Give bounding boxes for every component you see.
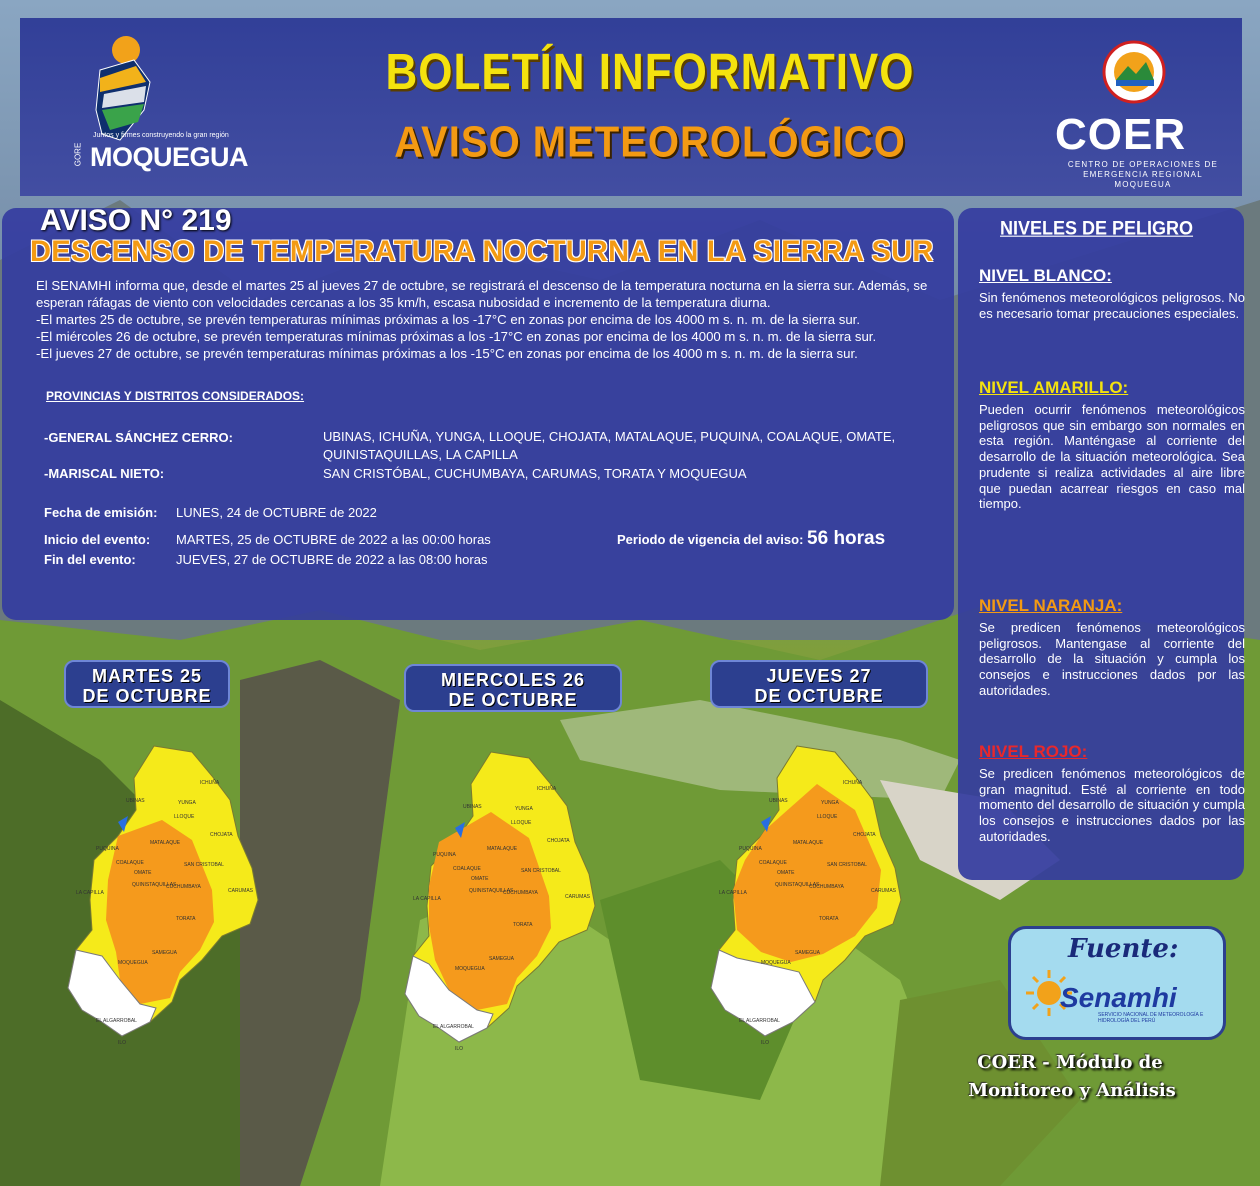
gore-prefix: GORE bbox=[73, 142, 83, 167]
map-label: LLOQUE bbox=[511, 820, 532, 826]
fecha-label: Fecha de emisión: bbox=[44, 505, 158, 520]
map-label: ILO bbox=[118, 1040, 127, 1046]
aviso-paragraph: -El jueves 27 de octubre, se prevén temperaturas mínimas próximas a los -15°C en zonas por encima de los 4000 m s. n. m. de la sierra sur. bbox=[36, 346, 858, 361]
map-label: SAMEGUA bbox=[489, 956, 515, 962]
senamhi-subtitle: SERVICIO NACIONAL DE METEOROLOGÍA E HIDROLOGÍA DEL PERÚ bbox=[1098, 1012, 1204, 1024]
coer-name: COER bbox=[1055, 110, 1187, 159]
map-label: QUINISTAQUILLAS bbox=[469, 888, 514, 894]
map-label: LA CAPILLA bbox=[719, 890, 747, 896]
map-label: CARUMAS bbox=[565, 894, 591, 900]
map-label: SAMEGUA bbox=[152, 950, 178, 956]
vigencia-value: 56 horas bbox=[807, 528, 886, 549]
map-label: YUNGA bbox=[821, 800, 839, 806]
aviso-paragraph: -El martes 25 de octubre, se prevén temperaturas mínimas próximas a los -17°C en zonas por encima de los 4000 m s. n. m. de la sierra sur. bbox=[36, 312, 860, 327]
risk-map-tuesday bbox=[62, 740, 282, 1050]
day-line: MARTES 25 bbox=[91, 666, 203, 686]
map-label: CHOJATA bbox=[547, 838, 570, 844]
map-label: TORATA bbox=[513, 922, 533, 928]
level-red-text: Se predicen fenómenos meteorológicos de gran magnitud. Esté al corriente en todo momento del desarrollo de situación y cumpla los consejos e instrucciones dados por las autoridades. bbox=[979, 766, 1245, 844]
map-label: OMATE bbox=[134, 870, 152, 876]
day-line: MIERCOLES 26 bbox=[440, 670, 586, 690]
gore-name: MOQUEGUA bbox=[90, 142, 248, 172]
map-label: PUQUINA bbox=[739, 846, 762, 852]
coer-subtitle: CENTRO DE OPERACIONES DE EMERGENCIA REGIONAL MOQUEGUA bbox=[1067, 160, 1219, 189]
map-label: QUINISTAQUILLAS bbox=[132, 882, 177, 888]
map-label: CUCHUMBAYA bbox=[503, 890, 538, 896]
gore-tagline: Juntos y firmes construyendo la gran región bbox=[93, 132, 229, 139]
province-name: -MARISCAL NIETO: bbox=[44, 466, 165, 481]
map-label: CARUMAS bbox=[228, 888, 254, 894]
day-badge-thursday bbox=[710, 660, 928, 708]
footer-line1: COER - Módulo de bbox=[977, 1052, 1163, 1073]
day-badge-tuesday bbox=[64, 660, 230, 708]
level-orange-text: Se predicen fenómenos meteorológicos peligrosos. Mantengase al corriente del desarrollo de la situación y cumpla los consejos e instrucciones dados por las autoridades. bbox=[979, 620, 1245, 698]
map-label: MATALAQUE bbox=[150, 840, 181, 846]
map-label: YUNGA bbox=[515, 806, 533, 812]
map-label: LA CAPILLA bbox=[413, 896, 441, 902]
map-label: YUNGA bbox=[178, 800, 196, 806]
bulletin-subtitle: AVISO METEOROLÓGICO bbox=[394, 117, 906, 167]
map-label: ILO bbox=[455, 1046, 464, 1052]
risk-map-thursday bbox=[704, 740, 926, 1050]
map-label: ICHUÑA bbox=[537, 786, 557, 792]
map-label: ILO bbox=[761, 1040, 770, 1046]
map-label: SAN CRISTOBAL bbox=[827, 862, 867, 868]
level-white-text: Sin fenómenos meteorológicos peligrosos. No es necesario tomar precauciones especiales. bbox=[979, 290, 1245, 321]
map-label: SAN CRISTOBAL bbox=[184, 862, 224, 868]
map-label: MOQUEGUA bbox=[761, 960, 791, 966]
bulletin-title: BOLETÍN INFORMATIVO bbox=[385, 44, 915, 101]
senamhi-name: Senamhi bbox=[1060, 982, 1177, 1013]
level-yellow-text: Pueden ocurrir fenómenos meteorológicos peligrosos que sin embargo son normales en esta región. Manténgase al corriente del desarrollo de la situación meteorológica. Sea prudente si realiza actividades al aire libre que puedan acarrear riesgos en caso mal tiempo. bbox=[979, 402, 1245, 512]
fin-label: Fin del evento: bbox=[44, 552, 136, 567]
risk-map-wednesday bbox=[398, 746, 620, 1056]
map-label: OMATE bbox=[777, 870, 795, 876]
map-label: LLOQUE bbox=[174, 814, 195, 820]
fuente-heading: Fuente: bbox=[1068, 934, 1179, 964]
map-label: UBINAS bbox=[463, 804, 482, 810]
coer-seal-logo bbox=[1102, 40, 1166, 104]
fin-value: JUEVES, 27 de OCTUBRE de 2022 a las 08:00 horas bbox=[176, 552, 488, 567]
level-red-name: NIVEL ROJO: bbox=[979, 742, 1088, 761]
level-white-name: NIVEL BLANCO: bbox=[979, 266, 1112, 285]
map-label: COALAQUE bbox=[453, 866, 481, 872]
map-label: MATALAQUE bbox=[793, 840, 824, 846]
map-label: UBINAS bbox=[769, 798, 788, 804]
map-label: MOQUEGUA bbox=[455, 966, 485, 972]
map-label: SAN CRISTOBAL bbox=[521, 868, 561, 874]
day-line: DE OCTUBRE bbox=[448, 690, 578, 710]
map-label: TORATA bbox=[176, 916, 196, 922]
aviso-paragraph: El SENAMHI informa que, desde el martes 25 al jueves 27 de octubre, se registrará el descenso de la temperatura nocturna en la sierra sur. Además, se esperan ráfagas de viento con velocidades cercanas a los 35 km/h, escasa nubosidad e incremento de la temperatura diurna. bbox=[36, 278, 928, 310]
vigencia-label: Periodo de vigencia del aviso: bbox=[617, 532, 804, 547]
level-orange-name: NIVEL NARANJA: bbox=[979, 596, 1123, 615]
vigencia bbox=[617, 528, 885, 550]
levels-heading: NIVELES DE PELIGRO bbox=[1000, 216, 1194, 239]
map-label: CUCHUMBAYA bbox=[809, 884, 844, 890]
day-line: DE OCTUBRE bbox=[754, 686, 884, 706]
map-label: COALAQUE bbox=[116, 860, 144, 866]
aviso-title: DESCENSO DE TEMPERATURA NOCTURNA EN LA SIERRA SUR bbox=[30, 235, 934, 268]
map-label: ICHUÑA bbox=[200, 780, 220, 786]
map-label: ICHUÑA bbox=[843, 780, 863, 786]
aviso-number: AVISO N° 219 bbox=[40, 204, 232, 237]
aviso-body bbox=[36, 277, 948, 362]
map-label: PUQUINA bbox=[433, 852, 456, 858]
map-label: CHOJATA bbox=[853, 832, 876, 838]
fecha-value: LUNES, 24 de OCTUBRE de 2022 bbox=[176, 505, 377, 520]
map-label: MATALAQUE bbox=[487, 846, 518, 852]
map-label: OMATE bbox=[471, 876, 489, 882]
province-districts: SAN CRISTÓBAL, CUCHUMBAYA, CARUMAS, TORATA Y MOQUEGUA bbox=[323, 466, 747, 481]
level-yellow-name: NIVEL AMARILLO: bbox=[979, 378, 1129, 397]
inicio-label: Inicio del evento: bbox=[44, 532, 151, 547]
map-label: EL ALGARROBAL bbox=[433, 1024, 474, 1030]
day-line: JUEVES 27 bbox=[766, 666, 872, 686]
map-label: QUINISTAQUILLAS bbox=[775, 882, 820, 888]
map-label: COALAQUE bbox=[759, 860, 787, 866]
map-label: CARUMAS bbox=[871, 888, 897, 894]
map-label: LA CAPILLA bbox=[76, 890, 104, 896]
map-label: MOQUEGUA bbox=[118, 960, 148, 966]
province-districts: UBINAS, ICHUÑA, YUNGA, LLOQUE, CHOJATA, MATALAQUE, PUQUINA, COALAQUE, OMATE, QUINISTAQUILLAS, LA CAPILLA bbox=[323, 429, 896, 462]
map-label: EL ALGARROBAL bbox=[96, 1018, 137, 1024]
map-label: LLOQUE bbox=[817, 814, 838, 820]
provinces-heading: PROVINCIAS Y DISTRITOS CONSIDERADOS: bbox=[46, 389, 305, 403]
province-name: -GENERAL SÁNCHEZ CERRO: bbox=[44, 430, 233, 445]
aviso-paragraph: -El miércoles 26 de octubre, se prevén temperaturas mínimas próximas a los -17°C en zonas por encima de los 4000 m s. n. m. de la sierra sur. bbox=[36, 329, 877, 344]
day-badge-wednesday bbox=[404, 664, 622, 712]
map-label: CHOJATA bbox=[210, 832, 233, 838]
footer-line2: Monitoreo y Análisis bbox=[968, 1080, 1176, 1101]
day-line: DE OCTUBRE bbox=[82, 686, 212, 706]
inicio-value: MARTES, 25 de OCTUBRE de 2022 a las 00:00 horas bbox=[176, 532, 491, 547]
map-label: CUCHUMBAYA bbox=[166, 884, 201, 890]
map-label: EL ALGARROBAL bbox=[739, 1018, 780, 1024]
map-label: TORATA bbox=[819, 916, 839, 922]
map-label: PUQUINA bbox=[96, 846, 119, 852]
map-label: SAMEGUA bbox=[795, 950, 821, 956]
map-label: UBINAS bbox=[126, 798, 145, 804]
